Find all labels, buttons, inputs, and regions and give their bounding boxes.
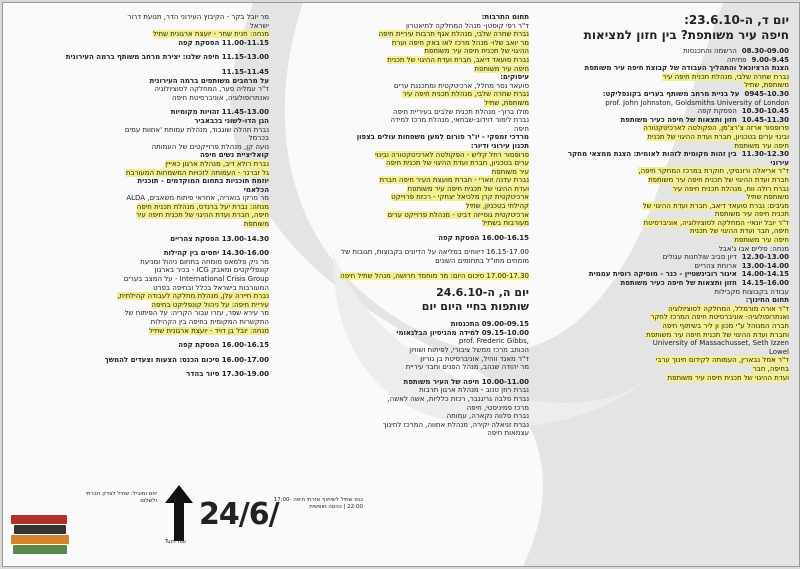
schedule-line bbox=[551, 176, 789, 185]
time-slot: 0945-10.30 bbox=[744, 89, 789, 98]
line-text: וחברת ועדת ההיגוי של תכנית חיפה עיר משותפת bbox=[646, 330, 789, 339]
line-text: ארכיטקטית קרן מלכיאל יצחקי - רכזת פרוייקט bbox=[391, 193, 529, 202]
line-text: הרשמה והתכנסות bbox=[683, 47, 737, 55]
schedule-line bbox=[294, 346, 529, 355]
line-text: נברת זניאלה יקירה, מנהלת אחווה, המרכז לחינוך bbox=[382, 420, 529, 429]
schedule-line bbox=[19, 53, 269, 62]
line-text: מנחה: חנית שחר - יועצת ארגונית שתיל bbox=[152, 30, 269, 39]
schedule-line bbox=[294, 211, 529, 220]
schedule-line bbox=[294, 65, 529, 74]
schedule-line bbox=[19, 318, 269, 327]
line-text: מנחה: יובל בן דויד - יועצת ארגונית שתיל bbox=[149, 326, 269, 335]
schedule-line bbox=[19, 143, 269, 152]
line-text: ארכיטקטית גוסייזה דביט - מנהלת פרוייקט ערים bbox=[387, 210, 529, 219]
line-text: נברת עדנה זוארי - חברת מועצת העיר חיפה חברת bbox=[379, 176, 529, 185]
day-heading-line bbox=[294, 300, 529, 314]
schedule-line bbox=[551, 124, 789, 133]
line-text: ד"ר מאגד ווהיל, אוניברסיטת בן גוריון bbox=[420, 354, 529, 363]
time-slot: 10.45-11.30 bbox=[741, 115, 789, 124]
schedule-line bbox=[19, 194, 269, 203]
line-text: מר עירא שפר, עזרו עבור הקריה: על הפיתוח של bbox=[124, 309, 269, 318]
logo-subtitle: Turn You bbox=[165, 539, 186, 545]
line-text: Lowel bbox=[768, 347, 789, 356]
schedule-list bbox=[294, 13, 529, 438]
line-text: נברת סלבה גריגנבר, רכזת כלליות, אשה לאשה, bbox=[387, 394, 529, 403]
line-text: משותפת bbox=[243, 220, 269, 229]
schedule-line bbox=[19, 235, 269, 244]
schedule-line bbox=[19, 117, 269, 126]
schedule-line bbox=[19, 177, 269, 186]
line-text: עבודה בקבוצות מקבילות bbox=[714, 287, 789, 296]
line-text: הצגת הרציונאל והתהליך העבודה של קבוצת חיפה עיר משותפת bbox=[584, 64, 789, 73]
schedule-line bbox=[551, 365, 789, 374]
schedule-line bbox=[294, 363, 529, 372]
arrow-up-icon bbox=[163, 483, 195, 547]
schedule-line bbox=[294, 193, 529, 202]
line-text: נברת שחרה שלבי, מנהלת תכנית חיפה עיר bbox=[402, 90, 529, 99]
line-text: University of Massachusset, Seth Izzen bbox=[652, 339, 789, 348]
schedule-line bbox=[294, 185, 529, 194]
publisher-text: יוזם ומוביל: שתיל לצדק חברתי ולשלום bbox=[85, 491, 157, 504]
line-text: 09.00-09.15 התכנסות bbox=[450, 320, 529, 329]
line-text: ד"ר רפי קוסטן- מנהל המחלקה לתיאטרון bbox=[405, 21, 529, 30]
schedule-line bbox=[551, 236, 789, 245]
line-text: מעורבות בשתיל bbox=[482, 219, 529, 228]
schedule-line bbox=[294, 272, 529, 281]
schedule-line bbox=[294, 47, 529, 56]
line-text: הפסקת קפה bbox=[697, 107, 737, 116]
line-text: נברת שחרה שלבי, מנהלת תכנית חיפה עיר bbox=[662, 72, 789, 81]
schedule-line bbox=[19, 284, 269, 293]
line-text: ואנתרופולוגיה- אוניברסיטת חיפה המרכז לחקר bbox=[650, 313, 789, 322]
schedule-line bbox=[19, 211, 269, 220]
schedule-line bbox=[19, 160, 269, 169]
line-text: עיסוקים: bbox=[500, 73, 529, 82]
line-text: תכנית חיפה עיר משותפת bbox=[714, 210, 789, 219]
line-text: פרופסור רחל קליש - הפקולטה לארכיטקטורה ובינוי bbox=[375, 150, 529, 159]
line-text: קואליציית נשים חיפה bbox=[200, 151, 269, 160]
schedule-line bbox=[19, 301, 269, 310]
schedule-line bbox=[19, 275, 269, 284]
day-heading bbox=[551, 13, 789, 43]
schedule-line bbox=[551, 167, 789, 176]
schedule-line bbox=[19, 108, 269, 117]
schedule-line bbox=[19, 126, 269, 135]
schedule-line bbox=[294, 73, 529, 82]
line-text: נברת רולא דיב, מנהלת ארגון כאייין bbox=[165, 159, 269, 168]
schedule-line bbox=[551, 356, 789, 365]
schedule-line bbox=[551, 313, 789, 322]
schedule-line bbox=[551, 47, 789, 56]
schedule-line bbox=[294, 412, 529, 421]
line-text: התקשרות המקומית בחיפה בין הקהילות bbox=[150, 318, 269, 326]
schedule-line bbox=[551, 331, 789, 340]
schedule-line bbox=[551, 73, 789, 82]
line-text: יוזמת תוכניות בתחום המוקדמים - תוכנית bbox=[137, 177, 269, 186]
schedule-line bbox=[551, 150, 789, 159]
logo-date: 24/6/ bbox=[199, 497, 279, 532]
schedule-line bbox=[294, 378, 529, 387]
schedule-list bbox=[19, 13, 269, 379]
event-logo bbox=[163, 483, 373, 553]
schedule-line bbox=[19, 203, 269, 212]
schedule-line bbox=[19, 13, 269, 22]
schedule-line bbox=[551, 90, 789, 99]
line-text: תחום התרבות: bbox=[481, 13, 529, 21]
middle-column bbox=[294, 13, 529, 438]
line-text: ההיגוי של תכנית חיפה עיר משותפת bbox=[424, 47, 529, 56]
line-text: קונפליקטים ומאבק ICG - בכיר בארגון bbox=[154, 266, 269, 275]
schedule-line bbox=[19, 22, 269, 31]
schedule-line bbox=[294, 30, 529, 39]
line-text: סועאד נסר מחלל, ארכיטקטית ומתכננת ערים bbox=[393, 81, 529, 90]
logo-info: כנס שתיל לשיתוף אזרחי חיפה 17:00-22:00 | כניסה חופשית bbox=[273, 497, 363, 510]
time-slot: 9.00-9.45 bbox=[751, 55, 789, 64]
schedule-line bbox=[551, 253, 789, 262]
schedule-line bbox=[294, 429, 529, 438]
line-text: תחום החינוך: bbox=[745, 296, 789, 305]
line-text: 09.15-10.00 למידה מהניסיון הבלגאומי bbox=[396, 328, 529, 337]
line-text: 11.00-11.15 הפסקת קפה bbox=[178, 38, 269, 47]
schedule-line bbox=[551, 227, 789, 236]
schedule-line bbox=[294, 234, 529, 243]
schedule-line bbox=[19, 151, 269, 160]
time-slot: 14.00-14.15 bbox=[741, 270, 789, 279]
book-dark bbox=[14, 525, 66, 534]
schedule-line bbox=[19, 292, 269, 301]
line-text: נברת לימור דוידוב-שבחאי, מנהלת מרכז למידה bbox=[390, 116, 529, 125]
line-text: 11.15-11.45 bbox=[221, 67, 269, 76]
left-column bbox=[19, 13, 269, 379]
schedule-line bbox=[294, 90, 529, 99]
line-text: חברת ועדת ההיגוי של תכנית חיפה עיר משותפת bbox=[648, 175, 789, 184]
line-text: נברת סלווה נקארה, עמותה bbox=[446, 412, 529, 421]
schedule-line bbox=[294, 404, 529, 413]
schedule-line bbox=[294, 22, 529, 31]
line-text: חזון ותצאות של חיפה כעיר משותפת bbox=[620, 279, 737, 288]
line-text: מנחה: סליים אבו ג'אבל bbox=[718, 244, 789, 253]
line-text: חיפה, חבר ועדת ההיגוי של תכנית bbox=[690, 227, 789, 236]
schedule-line bbox=[551, 288, 789, 297]
line-text: ישראל bbox=[249, 21, 269, 30]
line-text: 16.15-17.00 דיווחים במליאה על הדיונים בקבוצות, תגובות של bbox=[341, 248, 529, 257]
line-text: ערים בטכניון, חברת ועדת ההיגוי של תכנית חיפה bbox=[385, 159, 529, 168]
line-text: ד"ר יובל יונאי- המחלקה לסוציולוגיה, אוניברסיטת bbox=[643, 218, 789, 227]
line-text: 11.45-13.00 זהויות מקומיות bbox=[170, 108, 269, 117]
schedule-line bbox=[551, 296, 789, 305]
schedule-line bbox=[551, 159, 789, 168]
schedule-line bbox=[294, 13, 529, 22]
line-text: עצמאות חיפה bbox=[487, 429, 529, 438]
line-text: חיפה עיר משותפת bbox=[474, 64, 529, 73]
schedule-line bbox=[19, 94, 269, 103]
line-text: חיפה עיר משותפת bbox=[734, 141, 789, 150]
line-text: תכנון עירוני ודיור: bbox=[470, 141, 529, 150]
schedule-line bbox=[19, 68, 269, 77]
line-text: עיריית חיפה: על ניהול קונפליקט בחיפה bbox=[151, 300, 269, 309]
line-text: מר יובל בקר - הקיבוץ העירוני הדר, תנועת דרור bbox=[127, 13, 269, 21]
line-text: נועה קן, מנהלת פרוייקטים של העמותה bbox=[151, 142, 269, 151]
line-text: נברת סועאד דיאב, חברת ועדת ההיגוי של תכנית bbox=[387, 55, 529, 64]
line-text: משותפת, שתיל bbox=[484, 98, 529, 107]
schedule-line bbox=[294, 116, 529, 125]
time-slot: 13.00-14.00 bbox=[741, 261, 789, 270]
line-text: שותפות בחיי היום יום bbox=[421, 300, 529, 314]
schedule-line bbox=[294, 133, 529, 142]
line-text: חזון ותצאות של חיפה כעיר משותפת bbox=[620, 115, 737, 124]
schedule-line bbox=[294, 202, 529, 211]
line-text: פתיחה bbox=[726, 55, 747, 64]
schedule-line bbox=[294, 248, 529, 257]
line-text: עירוני bbox=[770, 158, 789, 167]
schedule-line bbox=[19, 266, 269, 275]
schedule-line bbox=[19, 220, 269, 229]
line-text: משותפת, שתיל bbox=[744, 81, 789, 90]
line-text: 10.00-11.00 חיפה של העיר משותפת bbox=[403, 377, 529, 386]
schedule-line bbox=[19, 258, 269, 267]
time-slot: 08.30-09.00 bbox=[741, 47, 789, 55]
line-text: על מרחבים משותפים ברמה העירונית bbox=[149, 76, 269, 85]
schedule-line bbox=[294, 395, 529, 404]
schedule-line bbox=[551, 64, 789, 73]
day-heading-date: יום ד, ה-23.6.10: bbox=[684, 13, 789, 27]
books-illustration bbox=[11, 511, 71, 555]
line-text: מגיבים: נברת סועאד דיאב, חברת ועדת ההיגוי של bbox=[642, 201, 789, 210]
schedule-line bbox=[551, 374, 789, 383]
schedule-line bbox=[551, 262, 789, 271]
line-text: הכלאמי bbox=[243, 185, 269, 194]
schedule-line bbox=[19, 309, 269, 318]
schedule-line bbox=[294, 159, 529, 168]
line-text: יום ה, ה-24.6.10 bbox=[436, 286, 529, 300]
schedule-line bbox=[551, 107, 789, 116]
line-text: 17.30-19.00 סיור בהדר bbox=[186, 370, 269, 379]
line-text: נברת רוזן טנוב - מנהלת ארגון תרבות bbox=[419, 386, 529, 395]
line-text: איגור רובינשטיין - כנר - מוסיקה רוסית עממית bbox=[588, 270, 737, 279]
line-text: ובינוי ערים בטכניון, חברת ועדת ההיגוי של תכנית bbox=[647, 132, 789, 141]
line-text: בחיפה, חבר bbox=[752, 364, 789, 373]
schedule-line bbox=[294, 219, 529, 228]
line-text: ארוחת צהריים bbox=[694, 261, 737, 270]
schedule-line bbox=[551, 245, 789, 254]
line-text: המעורבות בישראל בכלל ובחיפה בפרט bbox=[153, 283, 269, 292]
time-slot: 11.30-12.30 bbox=[741, 150, 789, 159]
line-text: משותפת שתיל bbox=[746, 193, 789, 202]
line-text: חיפה עיר משותפת bbox=[734, 236, 789, 245]
time-slot: 12.30-13.00 bbox=[741, 253, 789, 262]
schedule-line bbox=[551, 142, 789, 151]
line-text: ואנתרופולוגיה, אוניברסיטת חיפה bbox=[172, 93, 269, 102]
line-text: 14.30-16.00 יחסים בין קהילות bbox=[163, 249, 269, 258]
line-text: ד"ר עמליה סער, המחלקה לסוציולוגיה bbox=[154, 85, 269, 94]
schedule-line bbox=[19, 134, 269, 143]
time-slot: 10.30-10.45 bbox=[741, 107, 789, 116]
schedule-line bbox=[551, 270, 789, 279]
line-text: קהילתי בטכניון, שתיל bbox=[465, 202, 529, 211]
schedule-line bbox=[551, 193, 789, 202]
line-text: הגן הדו-לשוני בכבאביר bbox=[194, 116, 269, 125]
schedule-line bbox=[551, 339, 789, 348]
schedule-line bbox=[551, 81, 789, 90]
schedule-line bbox=[551, 279, 789, 288]
line-text: נברת חיירה עלן, מנהלת מחלקה לעבודה קהילתית, bbox=[117, 292, 269, 301]
schedule-line bbox=[551, 322, 789, 331]
book-red bbox=[11, 515, 67, 524]
line-text: נברת רולה ווח, מנהלת תכנית חיפה עיר bbox=[672, 184, 789, 193]
schedule-line bbox=[294, 56, 529, 65]
line-text: חיפה, חברת ועדת ההיגוי של תכנית חיפה עיר bbox=[135, 211, 269, 220]
schedule-line bbox=[294, 329, 529, 338]
schedule-line bbox=[294, 337, 529, 346]
schedule-line bbox=[19, 370, 269, 379]
schedule-line bbox=[294, 168, 529, 177]
line-text: פרופסור ארזה צ'רצ'מן, הפקולטה לארכיטקטורה bbox=[643, 124, 789, 133]
line-text: 17.00-17.30 סיכום היום: מר מוחמד חרושה, מנהל שתיל חיפה bbox=[340, 271, 529, 280]
schedule-line bbox=[294, 82, 529, 91]
schedule-line bbox=[294, 421, 529, 430]
book-green bbox=[13, 545, 67, 554]
schedule-line bbox=[294, 151, 529, 160]
schedule-line bbox=[19, 30, 269, 39]
line-text: ועדת ההיגוי של תכנית חיפה עיר משותפת bbox=[667, 373, 789, 382]
schedule-line bbox=[294, 125, 529, 134]
schedule-line bbox=[294, 386, 529, 395]
line-text: מר מרקו בואריה, אחראי פיתוח משאבים, ALDA bbox=[126, 194, 269, 203]
schedule-line bbox=[294, 108, 529, 117]
line-text: הכותב מרכז ממשל ציבורי, לפיתוח ושוויון bbox=[409, 346, 529, 354]
schedule-line bbox=[19, 186, 269, 195]
schedule-line bbox=[294, 142, 529, 151]
line-text: דיון סביב שולחנות עגולים bbox=[662, 253, 737, 262]
line-text: חברה המנוהל ע"י מכון ון ליר בשיתוף חיפה bbox=[662, 322, 789, 330]
line-text: מר יהודה שנהב, מנהל הפנים וחבר עיריית bbox=[405, 363, 529, 372]
schedule-line bbox=[551, 116, 789, 125]
line-text: prof. John Johnston, Goldsmiths University of London bbox=[605, 98, 789, 107]
line-text: 13.00-14.30 הפסקת צהריים bbox=[170, 234, 269, 243]
schedule-line bbox=[551, 305, 789, 314]
line-text: ד"ר אמל נבארין, העמותה לקידום חינוך ערבי bbox=[655, 356, 789, 365]
line-text: מר יואב שלו- מנהל מרכז לאו באק חיפה וערת bbox=[391, 38, 529, 47]
schedule-line bbox=[294, 320, 529, 329]
day-heading-title: חיפה עיר משותפת? בין חזון למציאות bbox=[583, 28, 789, 42]
line-text: מומחים מחו"ל בתחומים השונים bbox=[435, 257, 529, 266]
line-text: נברת שחרה שלבי, מנהלת אגף תרבות עיריית חיפה bbox=[378, 30, 529, 39]
schedule-line bbox=[551, 185, 789, 194]
schedule-line bbox=[19, 169, 269, 178]
schedule-list bbox=[551, 47, 789, 382]
schedule-line bbox=[294, 99, 529, 108]
schedule-line bbox=[294, 39, 529, 48]
line-text: prof. Frederic Gibbs, bbox=[458, 337, 529, 346]
line-text: גל זברנר - העמותה לזכויות המשמחות המעורבת bbox=[125, 168, 269, 177]
line-text: 16.00-17.00 סיכום הכנס: הצעות וצעדים להמשך bbox=[104, 355, 269, 364]
line-text: עיר משותפת bbox=[491, 167, 529, 176]
time-slot: 14.15-16.00 bbox=[741, 279, 789, 288]
schedule-line bbox=[294, 257, 529, 266]
day-wednesday-column bbox=[551, 13, 789, 382]
schedule-line bbox=[19, 39, 269, 48]
line-text: על בניית מרחב משותף בערים בקונפליקט: bbox=[602, 89, 740, 98]
brochure-page bbox=[2, 2, 800, 567]
schedule-line bbox=[19, 356, 269, 365]
schedule-line bbox=[551, 99, 789, 108]
schedule-line bbox=[19, 327, 269, 336]
schedule-line bbox=[551, 348, 789, 357]
schedule-line bbox=[294, 176, 529, 185]
schedule-line bbox=[551, 210, 789, 219]
schedule-line bbox=[19, 77, 269, 86]
schedule-line bbox=[551, 56, 789, 65]
line-text: ד"ר אריאלה ורונסקי, חוקרת במרכז המחקר חיפה, bbox=[638, 167, 789, 176]
line-text: International Crisis Group - על המצב בערים bbox=[123, 275, 269, 284]
schedule-line bbox=[551, 219, 789, 228]
line-text: 16.00-16.15 הפסקת קפה bbox=[438, 233, 529, 242]
day-heading-line bbox=[294, 286, 529, 300]
schedule-line bbox=[294, 355, 529, 364]
book-orange bbox=[11, 535, 69, 544]
line-text: מנחה: נברת יעל ברנדס, מנהלת תכנית חיפה bbox=[136, 202, 269, 211]
schedule-line bbox=[551, 202, 789, 211]
line-text: מרדכי זמסקי - יו"ר פורום למען משפחות עולים בצפון bbox=[356, 133, 529, 142]
line-text: מולו ברוך- מנהלת תכנית שלבים בעיריית חיפה bbox=[392, 107, 529, 116]
schedule-line bbox=[19, 341, 269, 350]
line-text: חיפה bbox=[513, 124, 529, 133]
schedule-line bbox=[551, 133, 789, 142]
line-text: מר ניק פלמאס מומחה בתחום ניהול ומניעת bbox=[140, 257, 269, 266]
schedule-line bbox=[19, 85, 269, 94]
line-text: בין זהות מקומית לזהות לאומית: הצגת ממצאי מחקר bbox=[567, 150, 737, 159]
line-text: בכרמל bbox=[248, 134, 269, 143]
line-text: נברת תהלה שוגבוד, מנהלת עמותת 'אחוות עמים bbox=[124, 125, 269, 134]
line-text: ד"ר אורה מורמלל, המחלקה לסוציולוגיה bbox=[668, 304, 789, 313]
schedule-line bbox=[19, 249, 269, 258]
line-text: מרכז פמיניסטי, חיפה bbox=[466, 403, 529, 412]
line-text: ועדת ההיגוי של תכנית חיפה עיר משותפת bbox=[407, 184, 529, 193]
line-text: 16.00-16.15 הפסקת קפה bbox=[178, 341, 269, 350]
line-text: 11.15-13.00 חיפה שלנו: יצירת מרחב משותף ברמה העירונית bbox=[65, 53, 269, 62]
